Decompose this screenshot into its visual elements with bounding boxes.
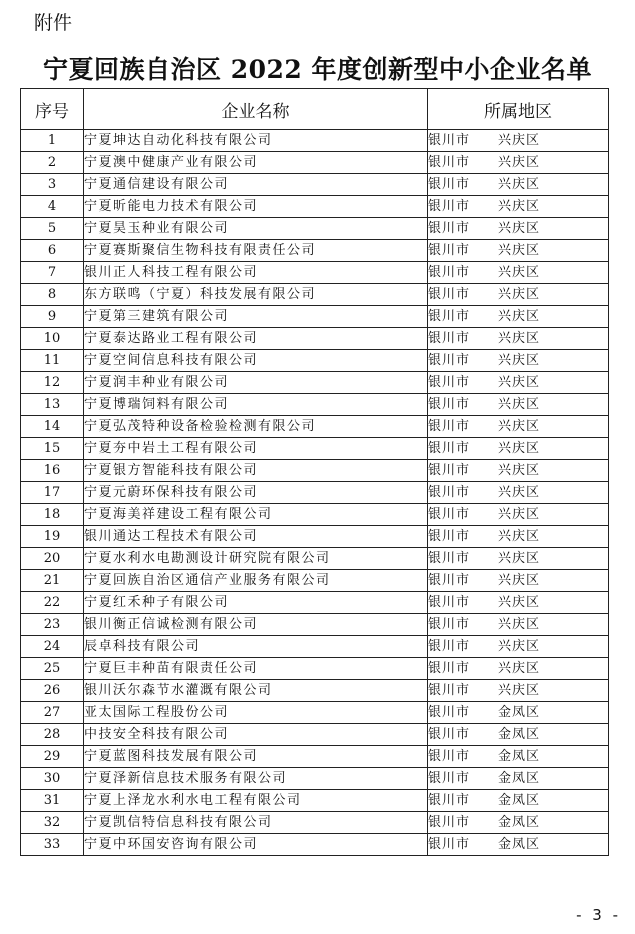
city-text: 银川市 xyxy=(428,683,471,698)
serial-number-cell: 2 xyxy=(21,152,84,174)
region-cell xyxy=(428,152,609,174)
table-row xyxy=(21,768,609,790)
district-text: 兴庆区 xyxy=(498,397,541,412)
region-cell xyxy=(428,306,609,328)
city-text: 银川市 xyxy=(428,199,471,214)
city-text: 银川市 xyxy=(428,221,471,236)
district-text: 兴庆区 xyxy=(498,331,541,346)
city-text: 银川市 xyxy=(428,595,471,610)
serial-number-cell: 30 xyxy=(21,768,84,790)
district-text: 兴庆区 xyxy=(498,661,541,676)
enterprise-table xyxy=(20,88,609,856)
district-text: 兴庆区 xyxy=(498,243,541,258)
serial-number-cell: 10 xyxy=(21,328,84,350)
table-row xyxy=(21,306,609,328)
region-cell xyxy=(428,790,609,812)
district-text: 兴庆区 xyxy=(498,309,541,324)
table-row xyxy=(21,724,609,746)
company-name-cell: 宁夏巨丰种苗有限责任公司 xyxy=(84,658,428,680)
district-text: 兴庆区 xyxy=(498,441,541,456)
district-text: 金凤区 xyxy=(498,793,541,808)
region-cell xyxy=(428,328,609,350)
city-text: 银川市 xyxy=(428,749,471,764)
region-cell xyxy=(428,526,609,548)
district-text: 兴庆区 xyxy=(498,595,541,610)
table-row xyxy=(21,284,609,306)
table-row xyxy=(21,548,609,570)
table-row xyxy=(21,636,609,658)
table-row xyxy=(21,438,609,460)
region-cell xyxy=(428,350,609,372)
city-text: 银川市 xyxy=(428,529,471,544)
page-title: 宁夏回族自治区 2022 年度创新型中小企业名单 xyxy=(43,55,592,84)
region-cell xyxy=(428,460,609,482)
serial-number-cell: 18 xyxy=(21,504,84,526)
table-row xyxy=(21,834,609,856)
serial-number-cell: 6 xyxy=(21,240,84,262)
header-company-name: 企业名称 xyxy=(84,89,428,130)
region-cell xyxy=(428,592,609,614)
header-region: 所属地区 xyxy=(428,89,609,130)
serial-number-cell: 33 xyxy=(21,834,84,856)
district-text: 金凤区 xyxy=(498,837,541,852)
region-cell xyxy=(428,482,609,504)
serial-number-cell: 26 xyxy=(21,680,84,702)
serial-number-cell: 32 xyxy=(21,812,84,834)
company-name-cell: 银川沃尔森节水灌溉有限公司 xyxy=(84,680,428,702)
serial-number-cell: 4 xyxy=(21,196,84,218)
table-row xyxy=(21,570,609,592)
region-cell xyxy=(428,724,609,746)
district-text: 金凤区 xyxy=(498,705,541,720)
region-cell xyxy=(428,284,609,306)
table-row xyxy=(21,174,609,196)
company-name-cell: 宁夏润丰种业有限公司 xyxy=(84,372,428,394)
district-text: 兴庆区 xyxy=(498,155,541,170)
region-cell xyxy=(428,702,609,724)
region-cell xyxy=(428,218,609,240)
company-name-cell: 宁夏澳中健康产业有限公司 xyxy=(84,152,428,174)
table-row xyxy=(21,680,609,702)
city-text: 银川市 xyxy=(428,331,471,346)
table-row xyxy=(21,394,609,416)
company-name-cell: 宁夏弘茂特种设备检验检测有限公司 xyxy=(84,416,428,438)
region-cell xyxy=(428,812,609,834)
table-row xyxy=(21,812,609,834)
serial-number-cell: 17 xyxy=(21,482,84,504)
city-text: 银川市 xyxy=(428,639,471,654)
serial-number-cell: 24 xyxy=(21,636,84,658)
attachment-label: 附件 xyxy=(34,12,73,34)
table-row xyxy=(21,482,609,504)
city-text: 银川市 xyxy=(428,793,471,808)
company-name-cell: 宁夏中环国安咨询有限公司 xyxy=(84,834,428,856)
region-cell xyxy=(428,834,609,856)
city-text: 银川市 xyxy=(428,815,471,830)
serial-number-cell: 22 xyxy=(21,592,84,614)
company-name-cell: 宁夏空间信息科技有限公司 xyxy=(84,350,428,372)
region-cell xyxy=(428,416,609,438)
serial-number-cell: 27 xyxy=(21,702,84,724)
district-text: 兴庆区 xyxy=(498,507,541,522)
serial-number-cell: 14 xyxy=(21,416,84,438)
city-text: 银川市 xyxy=(428,551,471,566)
company-name-cell: 银川衡正信诚检测有限公司 xyxy=(84,614,428,636)
table-row xyxy=(21,614,609,636)
district-text: 兴庆区 xyxy=(498,573,541,588)
table-body xyxy=(21,130,609,856)
company-name-cell: 银川正人科技工程有限公司 xyxy=(84,262,428,284)
region-cell xyxy=(428,768,609,790)
city-text: 银川市 xyxy=(428,837,471,852)
serial-number-cell: 5 xyxy=(21,218,84,240)
city-text: 银川市 xyxy=(428,617,471,632)
table-row xyxy=(21,350,609,372)
header-serial-number: 序号 xyxy=(21,89,84,130)
district-text: 兴庆区 xyxy=(498,617,541,632)
serial-number-cell: 13 xyxy=(21,394,84,416)
company-name-cell: 宁夏昕能电力技术有限公司 xyxy=(84,196,428,218)
district-text: 兴庆区 xyxy=(498,177,541,192)
region-cell xyxy=(428,240,609,262)
city-text: 银川市 xyxy=(428,353,471,368)
city-text: 银川市 xyxy=(428,265,471,280)
table-row xyxy=(21,152,609,174)
region-cell xyxy=(428,394,609,416)
serial-number-cell: 25 xyxy=(21,658,84,680)
serial-number-cell: 29 xyxy=(21,746,84,768)
district-text: 金凤区 xyxy=(498,749,541,764)
company-name-cell: 宁夏银方智能科技有限公司 xyxy=(84,460,428,482)
table-header-row xyxy=(21,89,609,130)
table-row xyxy=(21,746,609,768)
table-row xyxy=(21,504,609,526)
company-name-cell: 银川通达工程技术有限公司 xyxy=(84,526,428,548)
serial-number-cell: 16 xyxy=(21,460,84,482)
district-text: 金凤区 xyxy=(498,815,541,830)
serial-number-cell: 3 xyxy=(21,174,84,196)
table-row xyxy=(21,218,609,240)
city-text: 银川市 xyxy=(428,485,471,500)
company-name-cell: 宁夏凯信特信息科技有限公司 xyxy=(84,812,428,834)
company-name-cell: 宁夏夯中岩土工程有限公司 xyxy=(84,438,428,460)
serial-number-cell: 28 xyxy=(21,724,84,746)
district-text: 兴庆区 xyxy=(498,639,541,654)
serial-number-cell: 23 xyxy=(21,614,84,636)
district-text: 兴庆区 xyxy=(498,265,541,280)
district-text: 金凤区 xyxy=(498,771,541,786)
company-name-cell: 中技安全科技有限公司 xyxy=(84,724,428,746)
district-text: 兴庆区 xyxy=(498,463,541,478)
serial-number-cell: 7 xyxy=(21,262,84,284)
city-text: 银川市 xyxy=(428,771,471,786)
region-cell xyxy=(428,636,609,658)
page-number: - 3 - xyxy=(576,906,621,924)
company-name-cell: 宁夏上泽龙水利水电工程有限公司 xyxy=(84,790,428,812)
city-text: 银川市 xyxy=(428,419,471,434)
company-name-cell: 宁夏水利水电勘测设计研究院有限公司 xyxy=(84,548,428,570)
company-name-cell: 亚太国际工程股份公司 xyxy=(84,702,428,724)
city-text: 银川市 xyxy=(428,133,471,148)
district-text: 兴庆区 xyxy=(498,133,541,148)
company-name-cell: 宁夏泽新信息技术服务有限公司 xyxy=(84,768,428,790)
district-text: 兴庆区 xyxy=(498,419,541,434)
district-text: 兴庆区 xyxy=(498,551,541,566)
company-name-cell: 宁夏元蔚环保科技有限公司 xyxy=(84,482,428,504)
serial-number-cell: 21 xyxy=(21,570,84,592)
serial-number-cell: 11 xyxy=(21,350,84,372)
table-row xyxy=(21,416,609,438)
table-row xyxy=(21,526,609,548)
city-text: 银川市 xyxy=(428,309,471,324)
region-cell xyxy=(428,614,609,636)
district-text: 兴庆区 xyxy=(498,683,541,698)
city-text: 银川市 xyxy=(428,573,471,588)
table-row xyxy=(21,372,609,394)
region-cell xyxy=(428,658,609,680)
company-name-cell: 宁夏海美祥建设工程有限公司 xyxy=(84,504,428,526)
region-cell xyxy=(428,174,609,196)
serial-number-cell: 15 xyxy=(21,438,84,460)
region-cell xyxy=(428,570,609,592)
serial-number-cell: 19 xyxy=(21,526,84,548)
region-cell xyxy=(428,262,609,284)
city-text: 银川市 xyxy=(428,705,471,720)
city-text: 银川市 xyxy=(428,243,471,258)
table-row xyxy=(21,702,609,724)
city-text: 银川市 xyxy=(428,155,471,170)
city-text: 银川市 xyxy=(428,727,471,742)
table-row xyxy=(21,240,609,262)
region-cell xyxy=(428,196,609,218)
company-name-cell: 宁夏博瑞饲料有限公司 xyxy=(84,394,428,416)
serial-number-cell: 31 xyxy=(21,790,84,812)
city-text: 银川市 xyxy=(428,441,471,456)
district-text: 兴庆区 xyxy=(498,287,541,302)
district-text: 兴庆区 xyxy=(498,221,541,236)
table-row xyxy=(21,658,609,680)
region-cell xyxy=(428,548,609,570)
region-cell xyxy=(428,372,609,394)
company-name-cell: 宁夏泰达路业工程有限公司 xyxy=(84,328,428,350)
serial-number-cell: 8 xyxy=(21,284,84,306)
serial-number-cell: 9 xyxy=(21,306,84,328)
table-row xyxy=(21,592,609,614)
company-name-cell: 宁夏通信建设有限公司 xyxy=(84,174,428,196)
district-text: 兴庆区 xyxy=(498,199,541,214)
company-name-cell: 宁夏红禾种子有限公司 xyxy=(84,592,428,614)
district-text: 金凤区 xyxy=(498,727,541,742)
district-text: 兴庆区 xyxy=(498,485,541,500)
company-name-cell: 东方联鸣（宁夏）科技发展有限公司 xyxy=(84,284,428,306)
region-cell xyxy=(428,130,609,152)
city-text: 银川市 xyxy=(428,397,471,412)
table-row xyxy=(21,460,609,482)
region-cell xyxy=(428,504,609,526)
table-row xyxy=(21,262,609,284)
company-name-cell: 宁夏第三建筑有限公司 xyxy=(84,306,428,328)
company-name-cell: 宁夏坤达自动化科技有限公司 xyxy=(84,130,428,152)
city-text: 银川市 xyxy=(428,463,471,478)
serial-number-cell: 20 xyxy=(21,548,84,570)
table-row xyxy=(21,328,609,350)
serial-number-cell: 1 xyxy=(21,130,84,152)
city-text: 银川市 xyxy=(428,507,471,522)
company-name-cell: 辰卓科技有限公司 xyxy=(84,636,428,658)
district-text: 兴庆区 xyxy=(498,529,541,544)
table-row xyxy=(21,130,609,152)
company-name-cell: 宁夏赛斯聚信生物科技有限责任公司 xyxy=(84,240,428,262)
table-row xyxy=(21,196,609,218)
region-cell xyxy=(428,746,609,768)
city-text: 银川市 xyxy=(428,661,471,676)
company-name-cell: 宁夏蓝图科技发展有限公司 xyxy=(84,746,428,768)
city-text: 银川市 xyxy=(428,287,471,302)
company-name-cell: 宁夏昊玉种业有限公司 xyxy=(84,218,428,240)
city-text: 银川市 xyxy=(428,375,471,390)
district-text: 兴庆区 xyxy=(498,375,541,390)
table-row xyxy=(21,790,609,812)
region-cell xyxy=(428,438,609,460)
company-name-cell: 宁夏回族自治区通信产业服务有限公司 xyxy=(84,570,428,592)
serial-number-cell: 12 xyxy=(21,372,84,394)
region-cell xyxy=(428,680,609,702)
city-text: 银川市 xyxy=(428,177,471,192)
district-text: 兴庆区 xyxy=(498,353,541,368)
